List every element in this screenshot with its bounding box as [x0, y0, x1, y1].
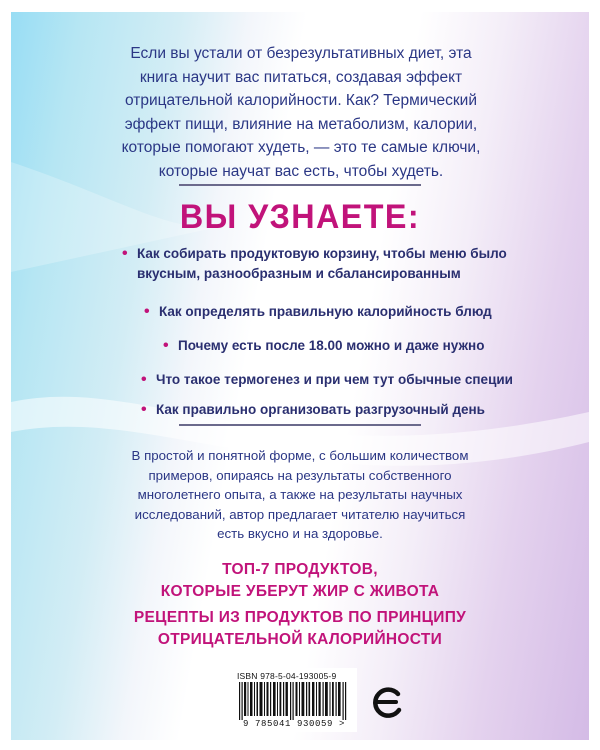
- intro-line: отрицательной калорийности. Как? Термический: [125, 92, 477, 109]
- bullet-item: [163, 336, 485, 356]
- barcode-digits: 9 785041 930059 >: [242, 719, 345, 729]
- bullet-dot-icon: •: [122, 245, 128, 262]
- divider-bottom: [179, 424, 421, 426]
- bullet-line: Как правильно организовать разгрузочный день: [156, 402, 485, 417]
- description-line: есть вкусно и на здоровье.: [217, 526, 383, 542]
- bullet-line: Почему есть после 18.00 можно и даже нужно: [178, 338, 485, 353]
- description-paragraph: [91, 446, 509, 544]
- intro-line: эффект пищи, влияние на метаболизм, калории,: [124, 115, 478, 133]
- bullet-dot-icon: •: [141, 371, 147, 388]
- bullet-line: вкусным, разнообразным и сбалансированным: [137, 266, 461, 281]
- book-back-cover: [11, 12, 589, 740]
- bullet-line: Что такое термогенез и при чем тут обычные специи: [156, 372, 513, 387]
- barcode-block: [231, 668, 357, 732]
- bullet-item: [141, 400, 485, 420]
- highlight-line: КОТОРЫЕ УБЕРУТ ЖИР С ЖИВОТА: [160, 582, 440, 600]
- highlight-recipes: [51, 607, 549, 650]
- intro-line: Если вы устали от безрезультативных диет, эта: [130, 45, 472, 62]
- bullet-item: [144, 302, 492, 322]
- section-heading: ВЫ УЗНАЕТЕ:: [179, 198, 421, 236]
- bullet-dot-icon: •: [144, 303, 150, 320]
- bullet-item: [122, 244, 507, 284]
- highlight-line: РЕЦЕПТЫ ИЗ ПРОДУКТОВ ПО ПРИНЦИПУ: [133, 609, 467, 626]
- intro-line: которые научат вас есть, чтобы худеть.: [158, 162, 444, 180]
- bullet-line: Как определять правильную калорийность блюд: [159, 304, 492, 319]
- highlight-line: ТОП-7 ПРОДУКТОВ,: [222, 561, 378, 578]
- description-line: исследований, автор предлагает читателю научиться: [134, 506, 466, 522]
- intro-line: книга научит вас питаться, создавая эффект: [139, 68, 463, 86]
- description-line: многолетнего опыта, а также на результаты научных: [137, 487, 463, 503]
- barcode-bars: [235, 682, 353, 720]
- bullet-dot-icon: •: [141, 401, 147, 418]
- description-line: примеров, опираясь на результаты собственного: [148, 467, 452, 483]
- bullet-dot-icon: •: [163, 337, 169, 354]
- intro-line: которые помогают худеть, — это те самые ключи,: [121, 139, 481, 156]
- bullet-line: Как собирать продуктовую корзину, чтобы меню было: [137, 246, 507, 261]
- description-line: В простой и понятной форме, с большим количеством: [131, 448, 469, 463]
- publisher-logo-icon: [369, 682, 403, 722]
- bullet-item: [141, 370, 513, 390]
- isbn-number: ISBN 978-5-04-193005-9: [237, 671, 337, 681]
- highlight-top-products: [51, 559, 549, 602]
- highlight-line: ОТРИЦАТЕЛЬНОЙ КАЛОРИЙНОСТИ: [157, 630, 443, 648]
